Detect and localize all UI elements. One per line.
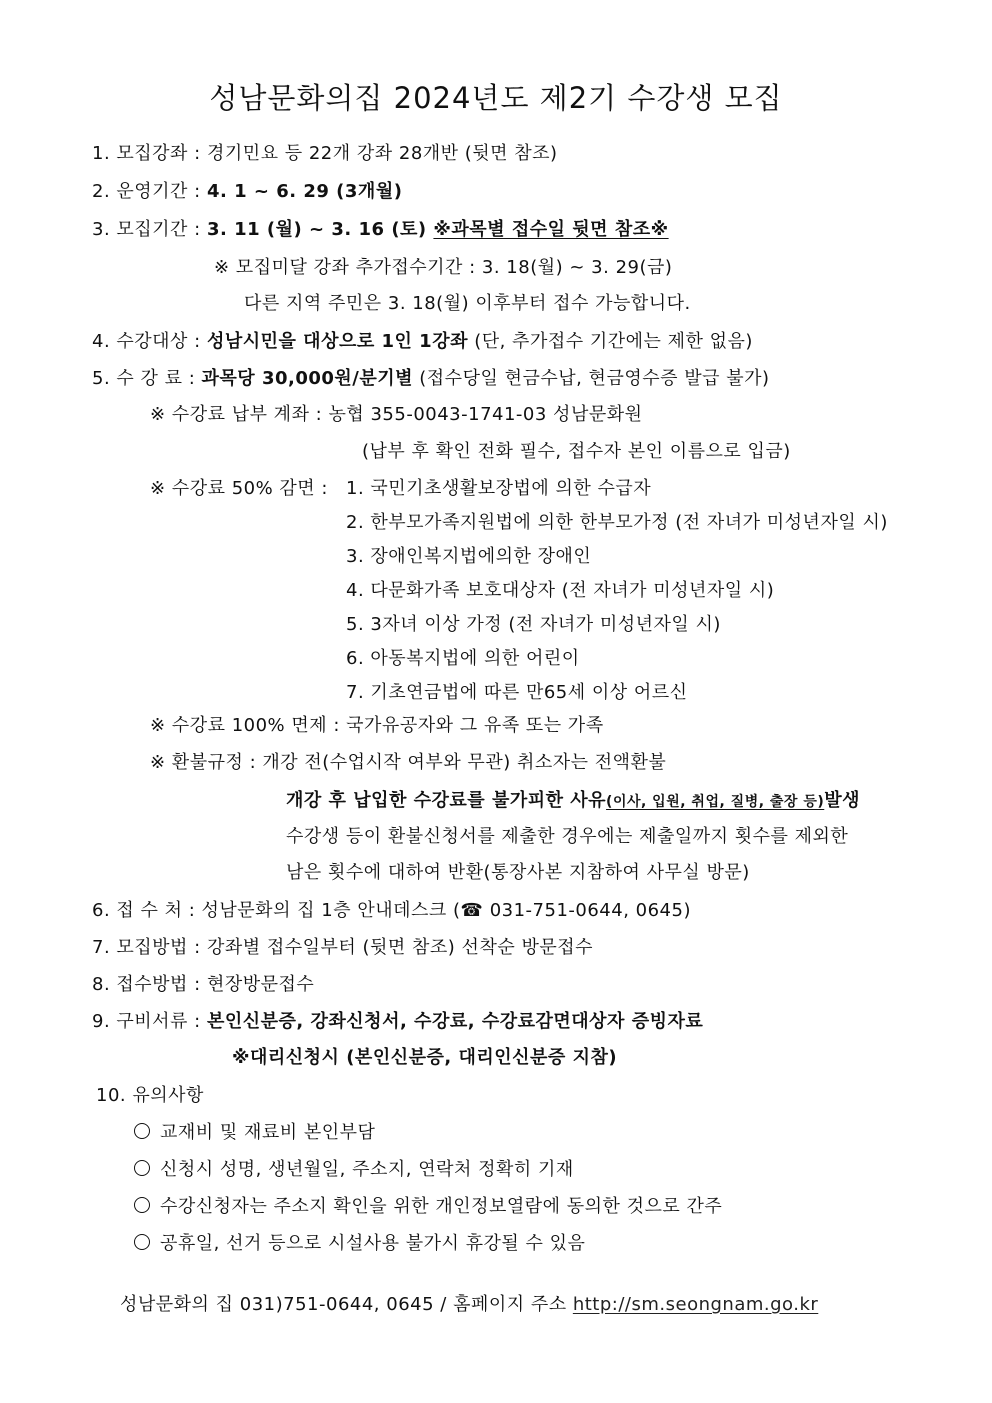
discount-item: 4. 다문화가족 보호대상자 (전 자녀가 미성년자일 시) — [346, 580, 775, 601]
item-3-other-region: 다른 지역 주민은 3. 18(월) 이후부터 접수 가능합니다. — [244, 293, 691, 314]
item-8-value: 현장방문접수 — [206, 974, 315, 995]
item-3 — [92, 218, 669, 242]
refund-reason-examples: (이사, 입원, 취업, 질병, 출장 등) — [606, 794, 825, 810]
item-9-label: 9. 구비서류 : — [92, 1011, 207, 1032]
item-3-note: ※과목별 접수일 뒷면 참조※ — [433, 219, 669, 240]
page-title: 성남문화의집 2024년도 제2기 수강생 모집 — [209, 81, 783, 115]
item-10-label: 10. 유의사항 — [96, 1085, 204, 1106]
item-3-extra-period: ※ 모집미달 강좌 추가접수기간 : 3. 18(월) ~ 3. 29(금) — [214, 257, 673, 278]
item-8 — [92, 973, 314, 997]
item-5-rest: (접수당일 현금수납, 현금영수증 발급 불가) — [413, 368, 770, 389]
caution-text: 신청시 성명, 생년월일, 주소지, 연락처 정확히 기재 — [160, 1159, 574, 1180]
homepage-link[interactable]: http://sm.seongnam.go.kr — [572, 1294, 819, 1315]
phone-icon: ☎ — [460, 900, 484, 921]
item-1 — [92, 142, 558, 166]
item-4-value: 성남시민을 대상으로 1인 1강좌 — [206, 331, 468, 352]
refund-rule: ※ 환불규정 : 개강 전(수업시작 여부와 무관) 취소자는 전액환불 — [150, 752, 667, 773]
proxy-note: ※대리신청시 (본인신분증, 대리인신분증 지참) — [232, 1047, 618, 1068]
refund-rule-3: 수강생 등이 환불신청서를 제출한 경우에는 제출일까지 횟수를 제외한 — [286, 826, 849, 847]
discount-item: 2. 한부모가족지원법에 의한 한부모가정 (전 자녀가 미성년자일 시) — [346, 512, 888, 533]
caution-item — [134, 1195, 722, 1219]
item-6-label: 6. 접 수 처 : — [92, 900, 202, 921]
caution-item — [134, 1121, 375, 1145]
account-note: (납부 후 확인 전화 필수, 접수자 본인 이름으로 입금) — [362, 441, 791, 462]
circle-bullet-icon — [134, 1234, 150, 1250]
caution-text: 공휴일, 선거 등으로 시설사용 불가시 휴강될 수 있음 — [160, 1233, 586, 1254]
refund-reason-end: 발생 — [824, 790, 861, 811]
circle-bullet-icon — [134, 1123, 150, 1139]
refund-reason: 개강 후 납입한 수강료를 불가피한 사유 — [286, 790, 607, 811]
discount-label: ※ 수강료 50% 감면 : — [150, 478, 328, 499]
item-5 — [92, 367, 770, 391]
item-3-label: 3. 모집기간 : — [92, 219, 207, 240]
footer — [120, 1293, 818, 1317]
caution-text: 교재비 및 재료비 본인부담 — [160, 1122, 376, 1143]
item-4-rest: (단, 추가접수 기간에는 제한 없음) — [467, 331, 753, 352]
item-4 — [92, 330, 753, 354]
discount-item: 7. 기초연금법에 따른 만65세 이상 어르신 — [346, 682, 688, 703]
circle-bullet-icon — [134, 1197, 150, 1213]
discount-item: 3. 장애인복지법에의한 장애인 — [346, 546, 592, 567]
item-2-value: 4. 1 ~ 6. 29 (3개월) — [206, 181, 403, 202]
discount-item: 6. 아동복지법에 의한 어린이 — [346, 648, 580, 669]
item-7-label: 7. 모집방법 : — [92, 937, 207, 958]
item-6-phone: 031-751-0644, 0645) — [483, 900, 691, 921]
item-1-value: 경기민요 등 22개 강좌 28개반 (뒷면 참조) — [206, 143, 558, 164]
item-4-label: 4. 수강대상 : — [92, 331, 207, 352]
caution-item — [134, 1232, 585, 1256]
item-3-value: 3. 11 (월) ~ 3. 16 (토) — [206, 219, 434, 240]
item-7-value: 강좌별 접수일부터 (뒷면 참조) 선착순 방문접수 — [206, 937, 593, 958]
item-1-label: 1. 모집강좌 : — [92, 143, 207, 164]
item-9-value: 본인신분증, 강좌신청서, 수강료, 수강료감면대상자 증빙자료 — [206, 1011, 704, 1032]
account-line: ※ 수강료 납부 계좌 : 농협 355-0043-1741-03 성남문화원 — [150, 404, 643, 425]
item-6 — [92, 899, 691, 923]
item-2 — [92, 180, 402, 204]
refund-rule-4: 남은 횟수에 대하여 반환(통장사본 지참하여 사무실 방문) — [286, 862, 750, 883]
caution-item — [134, 1158, 574, 1182]
footer-contact: 성남문화의 집 031)751-0644, 0645 / 홈페이지 주소 — [120, 1294, 573, 1315]
item-6-value: 성남문화의 집 1층 안내데스크 ( — [201, 900, 461, 921]
item-7 — [92, 936, 593, 960]
item-9 — [92, 1010, 703, 1034]
refund-rule-2 — [286, 789, 860, 814]
exemption-line: ※ 수강료 100% 면제 : 국가유공자와 그 유족 또는 가족 — [150, 715, 604, 736]
circle-bullet-icon — [134, 1160, 150, 1176]
caution-text: 수강신청자는 주소지 확인을 위한 개인정보열람에 동의한 것으로 간주 — [160, 1196, 723, 1217]
item-8-label: 8. 접수방법 : — [92, 974, 207, 995]
item-5-label: 5. 수 강 료 : — [92, 368, 202, 389]
item-2-label: 2. 운영기간 : — [92, 181, 207, 202]
discount-item: 1. 국민기초생활보장법에 의한 수급자 — [346, 478, 652, 499]
item-5-value: 과목당 30,000원/분기별 — [201, 368, 414, 389]
discount-item: 5. 3자녀 이상 가정 (전 자녀가 미성년자일 시) — [346, 614, 721, 635]
